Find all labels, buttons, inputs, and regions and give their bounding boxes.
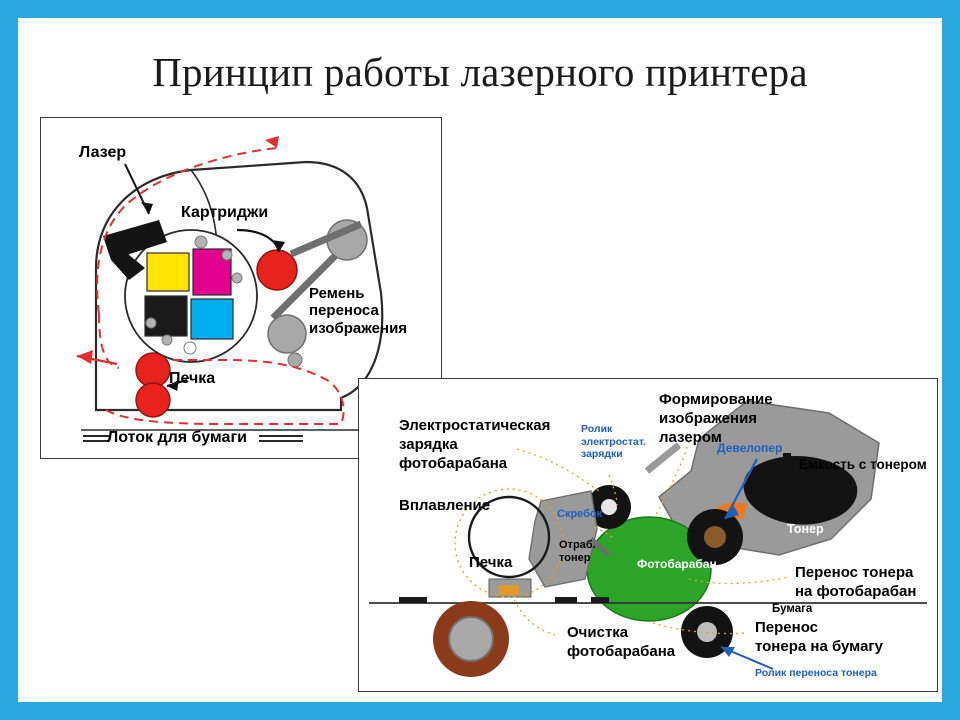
fuser-roller-top: [136, 353, 170, 387]
output-arrow-head: [77, 350, 93, 364]
belt-roller-red: [257, 250, 297, 290]
toner-tank-neck: [783, 453, 791, 479]
label-electrostatic-charge-line2: зарядка: [399, 435, 458, 453]
label-transfer-to-paper-line1: Перенос: [755, 619, 818, 636]
cartridge-gear-right2: [232, 273, 242, 283]
label-electrostatic-charge: [399, 417, 550, 473]
paper-mark-2: [555, 597, 577, 603]
cartridge-hub: [184, 342, 196, 354]
label-developer: Девелопер: [717, 441, 783, 455]
paper-mark-1: [399, 597, 427, 603]
small-roller: [288, 353, 302, 367]
laser-leader-arrow: [141, 202, 153, 214]
charge-roller-core: [601, 499, 617, 515]
label-paper-tray: Лоток для бумаги: [107, 429, 247, 446]
label-charge-roller: [581, 423, 646, 461]
label-drum-cleaning-line1: Очистка: [567, 624, 629, 641]
label-waste-toner: [559, 539, 596, 565]
label-transfer-belt: [309, 285, 407, 337]
label-drum-cleaning: [567, 624, 675, 662]
slide-content: [18, 18, 942, 702]
label-transfer-to-drum-line1: Перенос тонера: [795, 564, 914, 581]
developer-roller-core: [704, 526, 726, 548]
cartridge-gear-left: [146, 318, 156, 328]
label-transfer-to-drum-line2: на фотобарабан: [795, 582, 917, 600]
label-electrostatic-charge-line1: Электростатическая: [399, 417, 551, 434]
label-transfer-belt-line2: переноса: [309, 302, 379, 320]
electrophotographic-process-figure: [358, 378, 938, 692]
label-laser-imaging-line2: изображения: [659, 409, 758, 427]
label-cartridges: Картриджи: [181, 204, 269, 221]
label-transfer-to-paper: [755, 619, 883, 657]
label-transfer-to-paper-line2: тонера на бумагу: [755, 637, 883, 655]
label-photo-drum: Фотобарабан: [637, 557, 717, 571]
cartridge-gear-right: [222, 250, 232, 260]
label-transfer-roller: Ролик переноса тонера: [755, 667, 877, 679]
cartridge-cyan: [191, 299, 233, 339]
label-paper: Бумага: [772, 603, 813, 615]
page-title: Принцип работы лазерного принтера: [152, 49, 808, 95]
belt-roller-bottom: [268, 315, 306, 353]
label-waste-toner-line2: тонер: [559, 552, 591, 565]
label-fusing: Вплавление: [399, 497, 491, 514]
fuser-roller-bottom: [136, 383, 170, 417]
label-transfer-to-drum: [795, 564, 916, 602]
label-fuser-unit: Печка: [469, 554, 513, 571]
label-scraper: Скребок: [557, 508, 603, 520]
label-drum-cleaning-line2: фотобарабана: [567, 642, 676, 660]
label-laser-imaging-line3: лазером: [659, 428, 722, 446]
label-charge-roller-line3: зарядки: [581, 448, 623, 461]
cartridge-gear-bottom: [162, 335, 172, 345]
label-charge-roller-line2: электростат.: [581, 435, 646, 448]
label-transfer-belt-line3: изображения: [309, 319, 408, 337]
label-laser-imaging-line1: Формирование: [659, 391, 773, 408]
cartridge-black: [145, 296, 187, 336]
label-laser-imaging: [659, 391, 773, 447]
label-electrostatic-charge-line3: фотобарабана: [399, 454, 508, 472]
laser-path-bar: [647, 445, 679, 471]
label-transfer-belt-line1: Ремень: [309, 285, 365, 302]
label-laser: Лазер: [79, 144, 127, 161]
paper-mark-3: [591, 597, 609, 603]
cartridge-gear-top: [195, 236, 207, 248]
label-toner: Тонер: [787, 522, 824, 536]
cleaning-roller-core: [449, 617, 493, 661]
label-charge-roller-line1: Ролик: [581, 423, 613, 435]
cartridge-yellow: [147, 253, 189, 291]
label-waste-toner-line1: Отраб.: [559, 539, 596, 551]
label-toner-tank: Емкость с тонером: [799, 457, 927, 472]
label-fuser: Печка: [169, 370, 216, 387]
paper-path-arrow-top: [265, 136, 279, 148]
